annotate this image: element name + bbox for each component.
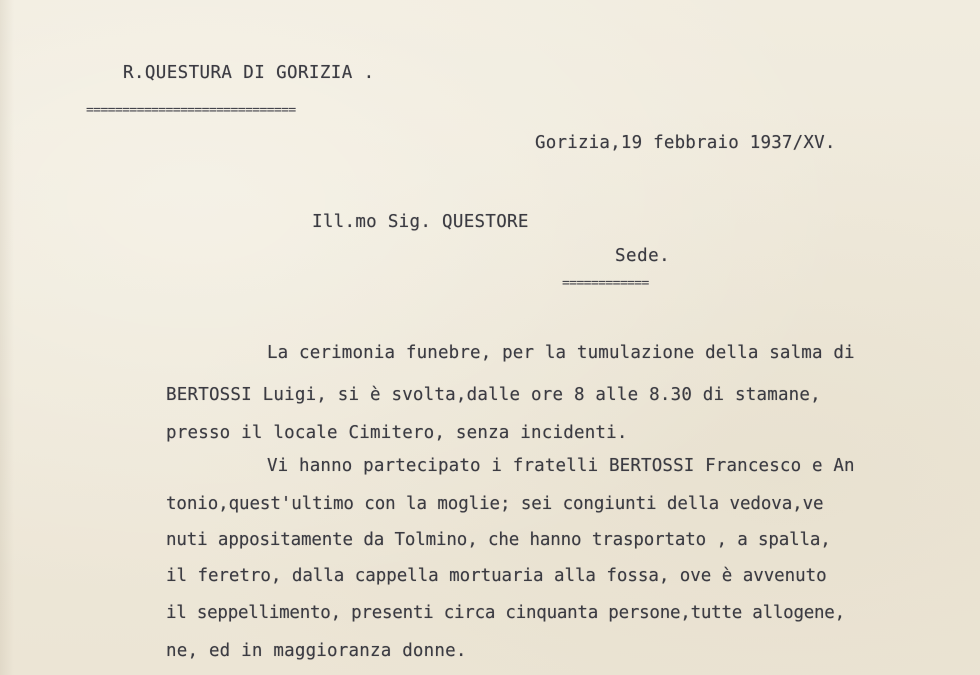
heading-underline: ============================= bbox=[86, 103, 296, 118]
body-line: BERTOSSI Luigi, si è svolta,dalle ore 8 alle 8.30 di stamane, bbox=[166, 385, 821, 405]
body-line: il feretro, dalla cappella mortuaria alla fossa, ove è avvenuto bbox=[166, 566, 827, 586]
addressee-underline: ============ bbox=[562, 276, 649, 291]
page-edge-shadow bbox=[0, 0, 14, 675]
body-line: nuti appositamente da Tolmino, che hanno trasportato , a spalla, bbox=[166, 530, 831, 550]
addressee-title: Ill.mo Sig. QUESTORE bbox=[312, 212, 529, 232]
body-line: ne, ed in maggioranza donne. bbox=[166, 641, 467, 661]
place-date: Gorizia,19 febbraio 1937/XV. bbox=[535, 133, 836, 153]
office-heading: R.QUESTURA DI GORIZIA . bbox=[123, 63, 375, 83]
body-line: il seppellimento, presenti circa cinquanta persone,tutte allogene, bbox=[166, 603, 845, 623]
body-line: Vi hanno partecipato i fratelli BERTOSSI Francesco e An bbox=[267, 456, 855, 476]
body-line: presso il locale Cimitero, senza incidenti. bbox=[166, 423, 628, 443]
body-line: tonio,quest'ultimo con la moglie; sei congiunti della vedova,ve bbox=[166, 494, 824, 514]
addressee-location: Sede. bbox=[615, 246, 671, 266]
body-line: La cerimonia funebre, per la tumulazione della salma di bbox=[267, 343, 855, 363]
